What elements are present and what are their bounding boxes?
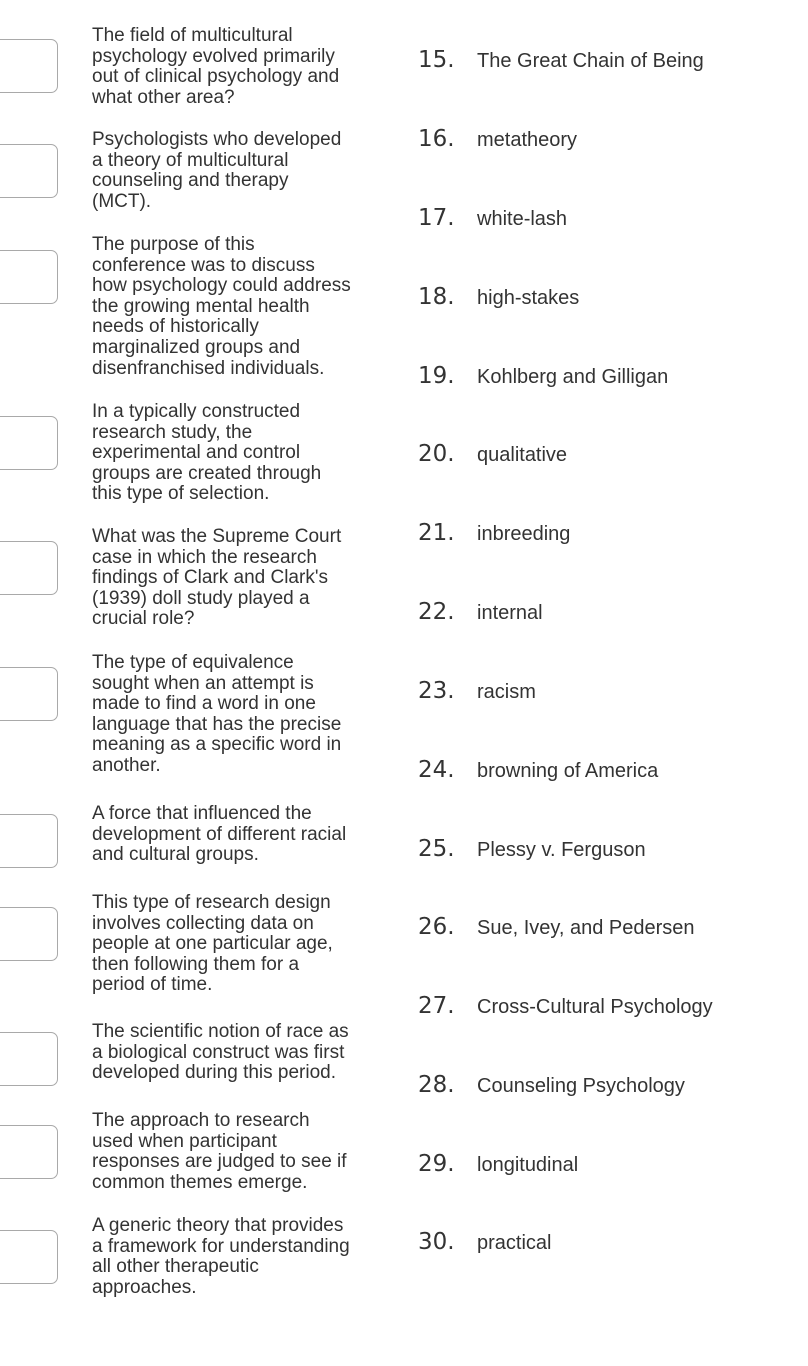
option-item: [418, 914, 798, 948]
option-item: [418, 47, 798, 81]
option-label: white-lash: [477, 208, 568, 230]
option-label: high-stakes: [477, 287, 580, 309]
option-number: 20.: [418, 441, 455, 467]
option-number: 29.: [418, 1151, 455, 1177]
answer-input[interactable]: [0, 1032, 58, 1086]
option-item: [418, 599, 798, 633]
option-number: 28.: [418, 1072, 455, 1098]
option-label: metatheory: [477, 129, 578, 151]
option-item: [418, 757, 798, 791]
question-text: In a typically constructed research study, the experimental and control groups are created through this type of selection.: [92, 401, 322, 505]
option-label: practical: [477, 1232, 552, 1254]
option-item: [418, 1072, 798, 1106]
option-number: 25.: [418, 836, 455, 862]
question-text: Psychologists who developed a theory of multicultural counseling and therapy (MCT).: [92, 129, 342, 212]
question-text: The approach to research used when participant responses are judged to see if common themes emerge.: [92, 1110, 347, 1193]
option-label: Kohlberg and Gilligan: [477, 366, 669, 388]
question-text: A generic theory that provides a framework for understanding all other therapeutic approaches.: [92, 1215, 350, 1298]
option-item: [418, 363, 798, 397]
answer-input[interactable]: [0, 814, 58, 868]
option-label: Sue, Ivey, and Pedersen: [477, 917, 695, 939]
option-label: longitudinal: [477, 1154, 579, 1176]
option-number: 24.: [418, 757, 455, 783]
answer-input[interactable]: [0, 1230, 58, 1284]
option-label: inbreeding: [477, 523, 571, 545]
question-text: What was the Supreme Court case in which the research findings of Clark and Clark's (1939) doll study played a crucial role?: [92, 526, 342, 630]
question-text: The purpose of this conference was to discuss how psychology could address the growing mental health needs of historically marginalized groups and disenfranchised individuals.: [92, 234, 351, 379]
option-label: Plessy v. Ferguson: [477, 839, 646, 861]
option-item: [418, 1151, 798, 1185]
option-item: [418, 836, 798, 870]
question-text: The type of equivalence sought when an attempt is made to find a word in one language that has the precise meaning as a specific word in another.: [92, 652, 342, 776]
option-label: The Great Chain of Being: [477, 50, 704, 72]
option-item: [418, 126, 798, 160]
option-number: 15.: [418, 47, 455, 73]
option-number: 16.: [418, 126, 455, 152]
answer-input[interactable]: [0, 541, 58, 595]
answer-input[interactable]: [0, 667, 58, 721]
option-item: [418, 441, 798, 475]
question-text: A force that influenced the development of different racial and cultural groups.: [92, 803, 347, 866]
option-number: 21.: [418, 520, 455, 546]
option-number: 17.: [418, 205, 455, 231]
option-number: 27.: [418, 993, 455, 1019]
option-label: qualitative: [477, 444, 568, 466]
option-number: 30.: [418, 1229, 455, 1255]
question-text: This type of research design involves collecting data on people at one particular age, then following them for a period of time.: [92, 892, 333, 996]
option-item: [418, 520, 798, 554]
option-number: 18.: [418, 284, 455, 310]
answer-input[interactable]: [0, 39, 58, 93]
option-label: browning of America: [477, 760, 659, 782]
option-item: [418, 1229, 798, 1263]
option-label: Counseling Psychology: [477, 1075, 685, 1097]
option-number: 26.: [418, 914, 455, 940]
option-number: 23.: [418, 678, 455, 704]
option-label: racism: [477, 681, 536, 703]
option-number: 22.: [418, 599, 455, 625]
option-item: [418, 284, 798, 318]
answer-input[interactable]: [0, 250, 58, 304]
option-label: Cross-Cultural Psychology: [477, 996, 713, 1018]
option-item: [418, 678, 798, 712]
answer-input[interactable]: [0, 416, 58, 470]
question-text: The field of multicultural psychology evolved primarily out of clinical psychology and what other area?: [92, 25, 340, 108]
option-item: [418, 205, 798, 239]
option-number: 19.: [418, 363, 455, 389]
option-item: [418, 993, 798, 1027]
answer-input[interactable]: [0, 144, 58, 198]
answer-input[interactable]: [0, 1125, 58, 1179]
option-label: internal: [477, 602, 543, 624]
question-text: The scientific notion of race as a biological construct was first developed during this period.: [92, 1021, 349, 1084]
answer-input[interactable]: [0, 907, 58, 961]
